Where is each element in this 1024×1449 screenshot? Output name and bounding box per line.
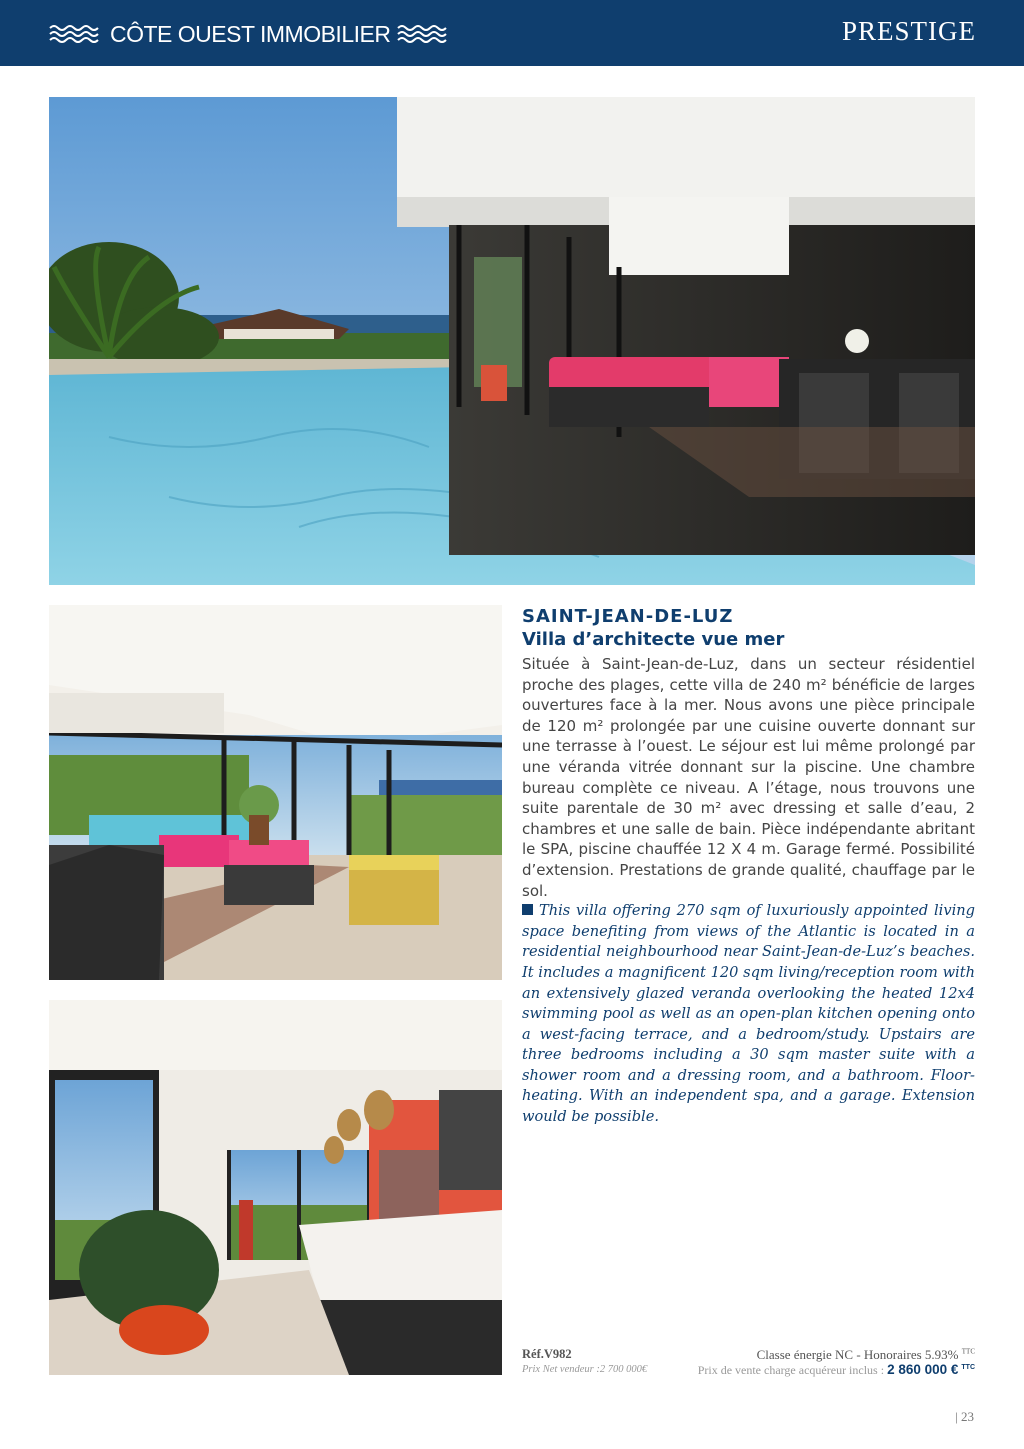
brand-name: CÔTE OUEST IMMOBILIER bbox=[110, 20, 391, 47]
waves-icon bbox=[396, 23, 452, 45]
section-title: PRESTIGE bbox=[841, 16, 976, 46]
listing-text bbox=[522, 606, 975, 1128]
description-en: This villa offering 270 sqm of luxuriously appointed living space benefiting from views of the Atlantic is located in a residential neighbourhood near Saint-Jean-de-Luz’s beaches. It includes a magnificent 120 sqm living/reception room with an extensively glazed veranda overlooking the heated 12x4 swimming pool as well as an open-plan kitchen opening onto a west-facing terrace, and a bedroom/study. Upstairs are three bedrooms including a 30 sqm master suite with a shower room and a dressing room, and a bathroom. Floor-heating. With an independent spa, and a garage. Extension would be possible. bbox=[522, 902, 975, 1126]
description-fr: Située à Saint-Jean-de-Luz, dans un secteur résidentiel proche des plages, cette villa de 240 m² bénéficie de larges ouvertures face à la mer. Nous avons une pièce principale de 120 m² prolongée par une cuisine ouverte donnant sur une terrasse à l’ouest. Le séjour est lui même prolongé par une véranda vitrée donnant sur la piscine. Une chambre bureau complète ce niveau. A l’étage, nous trouvons une suite parentale de 30 m² avec dressing et salle d’eau, 2 chambres et une salle de bain. Pièce indépendante abritant le SPA, piscine chauffée 12 X 4 m. Garage fermé. Possibilité d’extension. Prestations de grande qualité, chauffage par le sol. bbox=[522, 655, 975, 900]
description-en-paragraph bbox=[522, 901, 975, 1128]
listing-title: Villa d’architecte vue mer bbox=[522, 629, 785, 650]
ttc-label: TTC bbox=[961, 1347, 975, 1356]
veranda-living-photo bbox=[49, 605, 502, 980]
header-bar bbox=[0, 0, 1024, 66]
price-label: Prix de vente charge acquéreur inclus : bbox=[697, 1363, 885, 1377]
pool-terrace-photo bbox=[49, 97, 975, 585]
waves-icon bbox=[48, 23, 104, 45]
energy-fees bbox=[757, 1347, 975, 1363]
brand-logo[interactable] bbox=[48, 17, 452, 51]
energy-label: Classe énergie NC - Honoraires 5.93% bbox=[756, 1347, 959, 1362]
square-bullet-icon bbox=[522, 904, 533, 915]
reference: Réf.V982 bbox=[522, 1347, 572, 1361]
page-number: | 23 bbox=[955, 1409, 974, 1424]
listing-city: SAINT-JEAN-DE-LUZ bbox=[522, 606, 734, 627]
kitchen-photo bbox=[49, 1000, 502, 1375]
price-value: 2 860 000 € bbox=[887, 1362, 959, 1377]
price-line bbox=[698, 1362, 975, 1378]
price-ttc-label: TTC bbox=[961, 1364, 975, 1371]
net-seller-price: Prix Net vendeur :2 700 000€ bbox=[522, 1364, 648, 1375]
